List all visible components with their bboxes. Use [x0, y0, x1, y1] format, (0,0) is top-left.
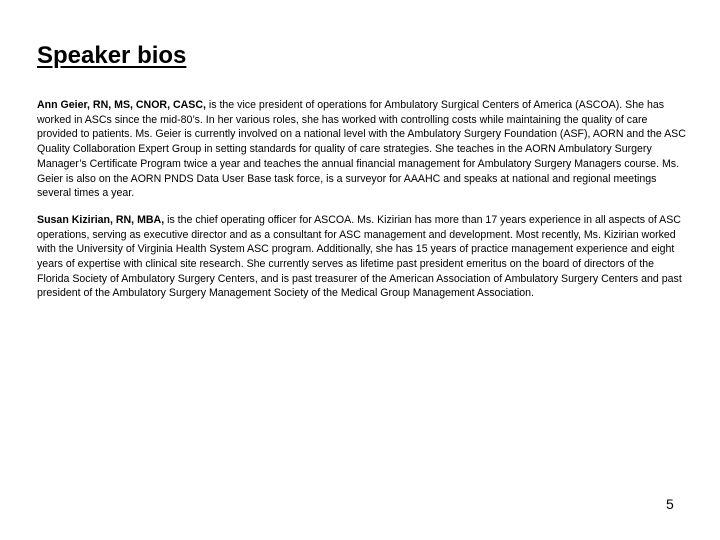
bio-name: Ann Geier, RN, MS, CNOR, CASC,	[37, 99, 206, 111]
bio-text: is the vice president of operations for Ambulatory Surgical Centers of America (ASCOA). She has worked in ASCs since the mid-80’s. In her various roles, she has worked with controlling costs while maintaining the quality of care provided to patients. Ms. Geier is currently involved on a national level with the Ambulatory Surgery Foundation (ASF), AORN and the ASC Quality Collaboration Expert Group in setting standards for quality of care strategies. She teaches in the AORN Ambulatory Surgery Manager’s Certificate Program twice a year and teaches the annual financial management for Ambulatory Surgery Managers course. Ms. Geier is also on the AORN PNDS Data User Base task force, is a surveyor for AAAHC and speaks at national and regional meetings several times a year.	[37, 99, 686, 200]
bio-paragraph-susan-kizirian	[37, 213, 687, 301]
bio-name: Susan Kizirian, RN, MBA,	[37, 213, 165, 226]
page-number: 5	[666, 496, 674, 512]
bio-paragraph-ann-geier	[37, 98, 687, 201]
speaker-bios	[37, 98, 687, 313]
bio-text: is the chief operating officer for ASCOA. Ms. Kizirian has more than 17 years experience in all aspects of ASC operations, serving as executive director and as a consultant for ASC management and development. Most recently, Ms. Kizirian worked with the University of Virginia Health System ASC program. Additionally, she has 15 years of practice management experience and eight years of expertise with clinical site research. She currently serves as lifetime past president emeritus on the board of directors of the Florida Society of Ambulatory Surgery Centers, and is past treasurer of the American Association of Ambulatory Surgery Centers and past president of the Ambulatory Surgery Management Society of the Medical Group Management Association.	[37, 213, 682, 300]
page-title: Speaker bios	[37, 42, 187, 69]
